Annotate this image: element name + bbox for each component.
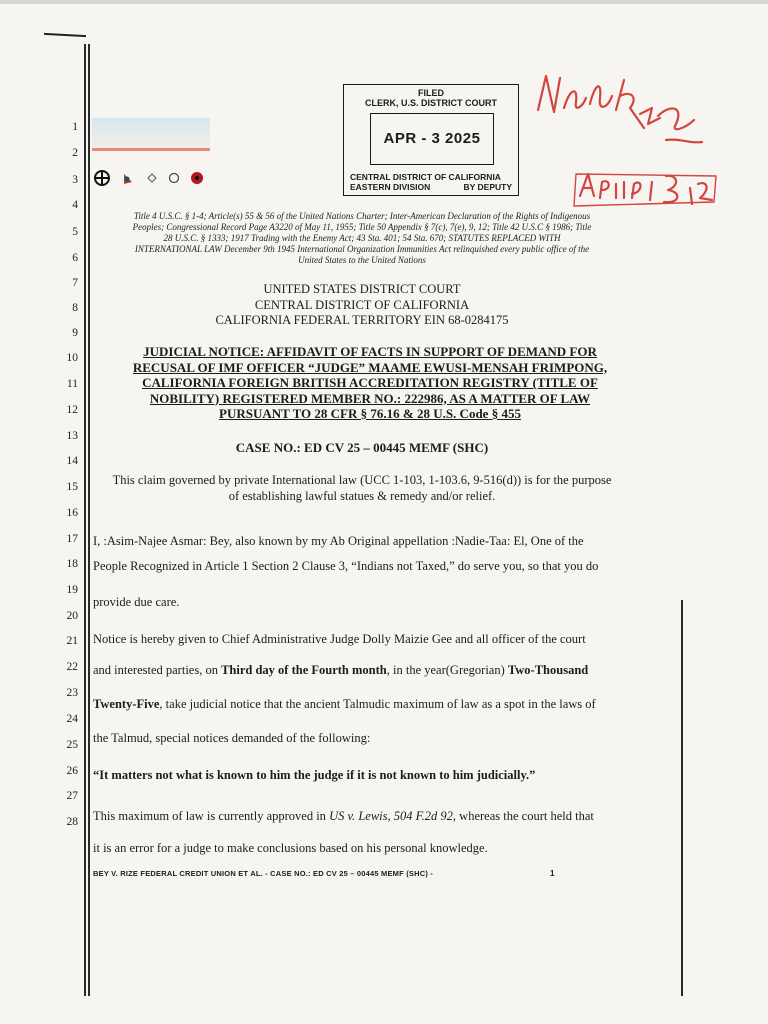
title-line: CALIFORNIA FOREIGN BRITISH ACCREDITATION REGISTRY (TITLE OF (142, 375, 598, 390)
line-number: 14 (66, 455, 78, 467)
body-line (93, 663, 588, 678)
body-text: , in the year(Gregorian) (386, 663, 508, 677)
document-title (110, 344, 630, 422)
line-number: 27 (66, 790, 78, 802)
body-line (93, 697, 596, 712)
statutory-header-line: INTERNATIONAL LAW December 9th 1945 International Organization Immunities Act relinquished every public office of the (134, 244, 590, 254)
line-number: 20 (66, 610, 78, 622)
year-emphasis: Twenty-Five (93, 697, 160, 711)
line-number: 8 (72, 302, 78, 314)
line-number: 5 (72, 226, 78, 238)
emblem-logo (92, 118, 210, 198)
line-number: 24 (66, 713, 78, 725)
line-number: 19 (66, 584, 78, 596)
line-number: 3 (72, 174, 78, 186)
line-number: 6 (72, 252, 78, 264)
line-number: 18 (66, 558, 78, 570)
body-line: People Recognized in Article 1 Section 2 Clause 3, “Indians not Taxed,” do serve you, so that you do (93, 559, 599, 573)
statutory-header-line: Title 4 U.S.C. § 1-4; Article(s) 55 & 56 of the United Nations Charter; Inter-American Declaration of the Rights of Indigenous (133, 211, 591, 221)
line-number: 15 (66, 481, 78, 493)
claim-line: This claim governed by private International law (UCC 1-103, 1-103.6, 9-516(d)) is for the purpose (112, 473, 612, 487)
year-emphasis: Two-Thousand (507, 663, 589, 677)
right-margin-rule (681, 600, 683, 996)
statutory-header-line: Peoples; Congressional Record Page A3220 of May 11, 1955; Title 50 Appendix § 7(c), 7(e), 9, 12; Title 42 U.S.C § 1986; Title (132, 222, 592, 232)
statutory-header-line: United States to the United Nations (298, 255, 426, 265)
title-line: PURSUANT TO 28 CFR § 76.16 & 28 U.S. Code § 455 (219, 406, 521, 421)
left-margin-rule-inner (88, 44, 90, 996)
court-territory: CALIFORNIA FEDERAL TERRITORY EIN 68-0284175 (215, 313, 509, 327)
corner-mark (44, 33, 86, 37)
title-line: RECUSAL OF IMF OFFICER “JUDGE” MAAME EWUSI-MENSAH FRIMPONG, (132, 359, 608, 375)
line-number: 16 (66, 507, 78, 519)
claim-line: of establishing lawful statues & remedy and/or relief. (228, 489, 496, 503)
court-name: UNITED STATES DISTRICT COURT (263, 282, 461, 296)
date-emphasis: Third day of the Fourth month (221, 663, 387, 677)
case-number: CASE NO.: ED CV 25 – 00445 MEMF (SHC) (235, 440, 489, 455)
talmudic-quote: “It matters not what is known to him the judge if it is not known to him judicially.” (93, 768, 536, 782)
claim-statement (93, 472, 631, 504)
stamp-deputy: BY DEPUTY (463, 182, 512, 192)
line-number: 17 (66, 533, 78, 545)
line-number: 25 (66, 739, 78, 751)
body-line: I, :Asim-Najee Asmar: Bey, also known by my Ab Original appellation :Nadie-Taa: El, One of the (93, 534, 584, 548)
body-text: , whereas the court held that (452, 809, 594, 823)
line-number: 10 (66, 352, 78, 364)
line-number: 2 (72, 147, 78, 159)
line-number: 26 (66, 765, 78, 777)
line-number: 9 (72, 327, 78, 339)
body-line (93, 809, 594, 824)
line-number: 1 (72, 121, 78, 133)
filed-stamp (343, 84, 519, 196)
stamp-district: CENTRAL DISTRICT OF CALIFORNIA (350, 172, 501, 182)
statutory-header-line: 28 U.S.C. § 1333; 1917 Trading with the Enemy Act; 43 Sta. 401; 54 Sta. 670; STATUTES REPLACED WITH (163, 233, 561, 243)
stamp-filed: FILED (418, 88, 444, 98)
stamp-date-box (370, 113, 494, 165)
line-number: 23 (66, 687, 78, 699)
stamp-date: APR - 3 2025 (383, 130, 481, 147)
line-number: 28 (66, 816, 78, 828)
title-line: JUDICIAL NOTICE: AFFIDAVIT OF FACTS IN SUPPORT OF DEMAND FOR (143, 344, 597, 359)
line-number: 21 (66, 635, 78, 647)
handwritten-signature (520, 68, 720, 228)
body-line: it is an error for a judge to make conclusions based on his personal knowledge. (93, 841, 488, 855)
body-text: , take judicial notice that the ancient Talmudic maximum of law as a spot in the laws of (159, 697, 596, 711)
case-citation: US v. Lewis, 504 F.2d 92 (329, 809, 453, 823)
left-margin-rule (84, 44, 86, 996)
stamp-division: EASTERN DIVISION (350, 182, 431, 192)
top-edge (0, 0, 768, 4)
body-text: and interested parties, on (93, 663, 222, 677)
body-text: This maximum of law is currently approved in (93, 809, 330, 823)
line-number: 12 (66, 404, 78, 416)
statutory-header (93, 211, 631, 266)
line-number: 7 (72, 277, 78, 289)
body-line: Notice is hereby given to Chief Administrative Judge Dolly Maizie Gee and all officer of the court (93, 632, 586, 646)
line-number: 13 (66, 430, 78, 442)
body-line: provide due care. (93, 595, 180, 609)
title-line: NOBILITY) REGISTERED MEMBER NO.: 222986, AS A MATTER OF LAW (149, 390, 591, 406)
stamp-division-row (350, 182, 512, 192)
page-number: 1 (550, 869, 555, 878)
court-district: CENTRAL DISTRICT OF CALIFORNIA (254, 297, 470, 312)
line-number: 22 (66, 661, 78, 673)
court-caption (93, 282, 631, 329)
page-footer: BEY V. RIZE FEDERAL CREDIT UNION ET AL. - CASE NO.: ED CV 25 – 00445 MEMF (SHC) - (93, 869, 434, 878)
line-number: 4 (72, 199, 78, 211)
line-number: 11 (66, 378, 78, 390)
body-line: the Talmud, special notices demanded of the following: (93, 731, 371, 745)
stamp-clerk: CLERK, U.S. DISTRICT COURT (365, 98, 497, 108)
